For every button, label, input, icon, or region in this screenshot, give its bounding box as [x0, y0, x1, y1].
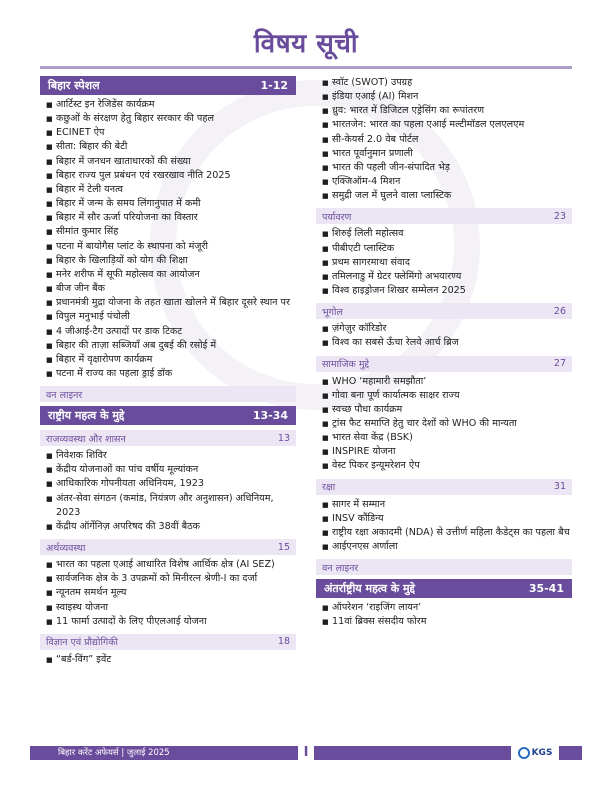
toc-item-text: भारत सेवा केंद्र (BSK) — [332, 432, 413, 444]
toc-item-text: पटना में बायोगैस प्लांट के स्थापना को मंजूरी — [56, 240, 208, 252]
toc-item-text: आईएनएस अर्णाला — [332, 541, 398, 553]
square-bullet-icon: ■ — [322, 618, 329, 627]
toc-item-text: ध्रुव: भारत में डिजिटल एड्रेसिंग का रूपांतरण — [332, 105, 485, 117]
toc-item-text: विपुल मनुभाई पंचोली — [56, 311, 130, 323]
logo-text: KGS — [531, 748, 553, 758]
toc-item[interactable] — [322, 615, 572, 629]
square-bullet-icon: ■ — [322, 325, 329, 334]
toc-item[interactable] — [46, 211, 296, 225]
toc-item-text: सागर में सम्मान — [332, 498, 386, 510]
toc-item[interactable] — [322, 90, 572, 104]
environment-list — [316, 227, 572, 298]
section-title: बिहार स्पेशल — [48, 79, 100, 92]
toc-item[interactable] — [46, 572, 296, 586]
toc-item-text: बिहार में जन्म के समय लिंगानुपात में कमी — [56, 198, 201, 210]
page-header — [0, 24, 612, 60]
square-bullet-icon: ■ — [322, 391, 329, 400]
toc-item-text: बिहार में सौर ऊर्जा परियोजना का विस्तार — [56, 212, 198, 224]
polity-list — [40, 449, 296, 534]
toc-item[interactable] — [322, 601, 572, 615]
toc-item[interactable] — [46, 653, 296, 667]
toc-item[interactable] — [46, 353, 296, 367]
toc-item[interactable] — [46, 225, 296, 239]
square-bullet-icon: ■ — [322, 500, 329, 509]
toc-item[interactable] — [322, 189, 572, 203]
toc-item-text: पीबीएटी प्लास्टिक — [332, 242, 395, 254]
subsection-title: राजव्यवस्था और शासन — [46, 433, 126, 445]
toc-item-text: कछुओं के संरक्षण हेतु बिहार सरकार की पहल — [56, 113, 214, 125]
toc-item[interactable] — [322, 498, 572, 512]
square-bullet-icon: ■ — [46, 655, 53, 664]
defence-list — [316, 498, 572, 555]
science-continued-list — [316, 76, 572, 203]
toc-item[interactable] — [46, 558, 296, 572]
square-bullet-icon: ■ — [322, 79, 329, 87]
square-bullet-icon: ■ — [46, 214, 53, 223]
toc-item[interactable] — [46, 296, 296, 310]
square-bullet-icon: ■ — [322, 448, 329, 457]
toc-item-text: न्यूनतम समर्थन मूल्य — [56, 587, 127, 599]
toc-item-text: ज़ंगेज़ुर कॉरिडोर — [332, 323, 387, 335]
toc-item[interactable] — [322, 76, 572, 90]
square-bullet-icon: ■ — [46, 522, 53, 531]
one-liner-label: वन लाइनर — [322, 562, 359, 574]
square-bullet-icon: ■ — [46, 270, 53, 279]
square-bullet-icon: ■ — [46, 115, 53, 124]
square-bullet-icon: ■ — [322, 514, 329, 523]
toc-item[interactable] — [46, 112, 296, 126]
international-list — [316, 601, 572, 629]
toc-item[interactable] — [46, 183, 296, 197]
square-bullet-icon: ■ — [322, 287, 329, 296]
square-bullet-icon: ■ — [46, 313, 53, 322]
square-bullet-icon: ■ — [46, 575, 53, 584]
toc-item[interactable] — [322, 526, 572, 540]
toc-item-text: सार्वजनिक क्षेत्र के 3 उपक्रमों को मिनीरत्न श्रेणी-I का दर्जा — [56, 573, 258, 585]
subsection-title: रक्षा — [322, 482, 336, 494]
subsection-page: 13 — [277, 432, 290, 444]
one-liner-bar[interactable] — [40, 386, 296, 402]
toc-item[interactable] — [322, 133, 572, 147]
subsection-title: सामाजिक मुद्दे — [322, 359, 370, 370]
square-bullet-icon: ■ — [46, 327, 53, 336]
square-bullet-icon: ■ — [322, 604, 329, 613]
square-bullet-icon: ■ — [322, 405, 329, 414]
toc-item[interactable] — [46, 449, 296, 463]
square-bullet-icon: ■ — [322, 178, 329, 187]
toc-item-text: स्वॉट (SWOT) उपग्रह — [332, 77, 413, 88]
toc-item-text: 4 जीआई-टैग उत्पादों पर डाक टिकट — [56, 325, 183, 337]
toc-item-text: स्वाइस्थ योजना — [56, 601, 108, 613]
social-list — [316, 375, 572, 474]
toc-item[interactable] — [46, 98, 296, 112]
toc-item-text: बीज जीन बैंक — [56, 283, 105, 295]
toc-item[interactable] — [46, 126, 296, 140]
subsection-economy-header[interactable] — [40, 539, 296, 555]
toc-item-text: सीता: बिहार की बेटी — [56, 141, 128, 153]
subsection-title: अर्थव्यवस्था — [46, 542, 86, 554]
toc-item-text: भारत की पहली जीन-संपादित भेड़ — [332, 161, 450, 173]
geography-list — [316, 322, 572, 350]
toc-item[interactable] — [322, 459, 572, 473]
toc-item-text: भारत का पहला एआई आधारित विशेष आर्थिक क्षेत्र (AI SEZ) — [56, 559, 275, 571]
toc-item-text: INSV कौंडिन्य — [332, 512, 384, 524]
subsection-page: 18 — [277, 636, 290, 648]
square-bullet-icon: ■ — [46, 242, 53, 251]
square-bullet-icon: ■ — [322, 93, 329, 102]
toc-item-text: गोवा बना पूर्ण कार्यात्मक साक्षर राज्य — [332, 389, 460, 401]
square-bullet-icon: ■ — [322, 121, 329, 130]
toc-item-text: भारत पूर्वानुमान प्रणाली — [332, 147, 413, 159]
square-bullet-icon: ■ — [46, 228, 53, 237]
page-footer — [0, 746, 612, 760]
section-range: 13-34 — [252, 409, 288, 423]
square-bullet-icon: ■ — [322, 163, 329, 172]
square-bullet-icon: ■ — [322, 192, 329, 201]
square-bullet-icon: ■ — [322, 462, 329, 471]
square-bullet-icon: ■ — [322, 149, 329, 158]
toc-item-text: राष्ट्रीय रक्षा अकादमी (NDA) से उत्तीर्ण महिला कैडेट्स का पहला बैच — [332, 526, 570, 538]
square-bullet-icon: ■ — [322, 419, 329, 428]
toc-item[interactable] — [322, 431, 572, 445]
square-bullet-icon: ■ — [46, 561, 53, 570]
square-bullet-icon: ■ — [46, 480, 53, 489]
one-liner-bar[interactable] — [316, 559, 572, 575]
toc-item[interactable] — [46, 310, 296, 324]
toc-item-text: WHO ‘महामारी समझौता’ — [332, 375, 427, 387]
square-bullet-icon: ■ — [322, 135, 329, 144]
toc-item-text: केंद्रीय ऑर्गेनिज़ अपरिषद की 38वीं बैठक — [56, 520, 201, 532]
subsection-polity-header[interactable] — [40, 430, 296, 446]
toc-item[interactable] — [46, 463, 296, 477]
subsection-social-header[interactable] — [316, 356, 572, 372]
toc-item[interactable] — [322, 227, 572, 241]
toc-item[interactable] — [46, 339, 296, 353]
section-international-header[interactable] — [316, 579, 572, 598]
toc-item[interactable] — [322, 389, 572, 403]
square-bullet-icon: ■ — [46, 355, 53, 364]
square-bullet-icon: ■ — [46, 129, 53, 138]
page-number: I — [298, 743, 314, 763]
toc-item-text: मनेर शरीफ में सूफी महोत्सव का आयोजन — [56, 268, 200, 280]
toc-item[interactable] — [322, 375, 572, 389]
toc-item[interactable] — [46, 282, 296, 296]
square-bullet-icon: ■ — [46, 466, 53, 475]
section-range: 1-12 — [260, 79, 288, 92]
square-bullet-icon: ■ — [322, 528, 329, 537]
toc-item[interactable] — [322, 147, 572, 161]
square-bullet-icon: ■ — [46, 185, 53, 194]
toc-item[interactable] — [322, 512, 572, 526]
square-bullet-icon: ■ — [46, 341, 53, 350]
toc-item[interactable] — [46, 601, 296, 615]
toc-item[interactable] — [322, 242, 572, 256]
title-divider — [40, 66, 572, 69]
square-bullet-icon: ■ — [322, 543, 329, 552]
subsection-page: 23 — [553, 210, 566, 222]
toc-item-text: आधिकारिक गोपनीयता अधिनियम, 1923 — [56, 478, 204, 490]
square-bullet-icon: ■ — [46, 617, 53, 626]
toc-item[interactable] — [322, 161, 572, 175]
subsection-page: 26 — [553, 305, 566, 317]
section-bihar-header[interactable] — [40, 76, 296, 95]
toc-left-column — [40, 76, 296, 667]
subsection-title: भूगोल — [322, 306, 343, 318]
toc-item-text: ECINET ऐप — [56, 127, 105, 139]
toc-item-text: बिहार में टेली यनत्व — [56, 183, 123, 195]
square-bullet-icon: ■ — [322, 272, 329, 281]
toc-item-text: अंतर-सेवा संगठन (कमांड, नियंत्रण और अनुशासन) अधिनियम, 2023 — [56, 492, 274, 518]
toc-item-text: ऑपरेशन ‘राइजिंग लायन’ — [332, 602, 422, 614]
toc-item-text: पटना में राज्य का पहला ड्राई डॉक — [56, 367, 173, 379]
toc-item-text: बिहार में जनधन खाताधारकों की संख्या — [56, 155, 191, 167]
toc-item[interactable] — [322, 403, 572, 417]
toc-item-text: शिरुई लिली महोत्सव — [332, 228, 404, 240]
square-bullet-icon: ■ — [46, 256, 53, 265]
toc-item-text: प्रथम सागरमाथा संवाद — [332, 256, 410, 268]
toc-item[interactable] — [46, 586, 296, 600]
toc-right-column — [316, 76, 572, 630]
toc-item-text: निवेशक शिविर — [56, 450, 107, 462]
square-bullet-icon: ■ — [46, 285, 53, 294]
subsection-page: 31 — [553, 481, 566, 493]
toc-item[interactable] — [46, 492, 296, 520]
section-title: राष्ट्रीय महत्व के मुद्दे — [48, 409, 125, 423]
square-bullet-icon: ■ — [322, 230, 329, 239]
toc-item[interactable] — [322, 104, 572, 118]
toc-item-text: केंद्रीय योजनाओं का पांच वर्षीय मूल्यांकन — [56, 464, 199, 476]
toc-item-text: INSPIRE योजना — [332, 446, 396, 458]
section-national-header[interactable] — [40, 406, 296, 425]
toc-item[interactable] — [46, 367, 296, 381]
toc-item[interactable] — [46, 155, 296, 169]
subsection-geography-header[interactable] — [316, 303, 572, 319]
toc-item[interactable] — [46, 325, 296, 339]
square-bullet-icon: ■ — [46, 200, 53, 209]
square-bullet-icon: ■ — [46, 299, 53, 308]
toc-item[interactable] — [46, 140, 296, 154]
page-title: विषय सूची — [253, 29, 359, 59]
toc-item[interactable] — [46, 254, 296, 268]
subsection-defence-header[interactable] — [316, 479, 572, 495]
toc-item-text: आर्टिस्ट इन रेजिडेंस कार्यक्रम — [56, 99, 155, 110]
toc-item-text: बिहार में वृक्षारोपण कार्यक्रम — [56, 353, 153, 365]
one-liner-label: वन लाइनर — [46, 389, 83, 401]
toc-item-text: 11 फार्मा उत्पादों के लिए पीएलआई योजना — [56, 615, 207, 627]
toc-item-text: तमिलनाडु में ग्रेटर फ्लेमिंगो अभयारण्य — [332, 270, 462, 282]
toc-item-text: बिहार राज्य पुल प्रबंधन एवं रखरखाव नीति 2025 — [56, 169, 231, 181]
toc-item[interactable] — [322, 270, 572, 284]
square-bullet-icon: ■ — [46, 143, 53, 152]
publisher-logo — [511, 744, 559, 762]
toc-item-text: भारतजेन: भारत का पहला एआई मल्टीमॉडल एलएलएम — [332, 119, 525, 131]
toc-item[interactable] — [46, 520, 296, 534]
square-bullet-icon: ■ — [46, 171, 53, 180]
section-title: अंतर्राष्ट्रीय महत्व के मुद्दे — [324, 582, 415, 596]
toc-item[interactable] — [322, 118, 572, 132]
toc-item-text: बिहार की ताज़ा सब्जियाँ अब दुबई की रसोई में — [56, 339, 217, 351]
toc-item-text: विश्व का सबसे ऊँचा रेलवे आर्च ब्रिज — [332, 337, 459, 349]
toc-item[interactable] — [322, 336, 572, 350]
subsection-title: विज्ञान एवं प्रौद्योगिकी — [46, 637, 119, 649]
toc-item[interactable] — [46, 169, 296, 183]
globe-icon — [518, 747, 530, 759]
square-bullet-icon: ■ — [46, 157, 53, 166]
toc-item-text: इंडिया एआई (AI) मिशन — [332, 91, 419, 103]
subsection-page: 27 — [553, 358, 566, 369]
square-bullet-icon: ■ — [322, 377, 329, 386]
section-range: 35-41 — [528, 582, 564, 596]
subsection-environment-header[interactable] — [316, 208, 572, 224]
toc-item[interactable] — [46, 197, 296, 211]
square-bullet-icon: ■ — [46, 589, 53, 598]
toc-item[interactable] — [322, 417, 572, 431]
toc-item[interactable] — [46, 477, 296, 491]
subsection-title: पर्यावरण — [322, 211, 352, 223]
toc-item-text: एक्जिऑम-4 मिशन — [332, 176, 401, 188]
square-bullet-icon: ■ — [322, 434, 329, 443]
subsection-page: 15 — [277, 541, 290, 553]
toc-item-text: विश्व हाइड्रोजन शिखर सम्मेलन 2025 — [332, 285, 466, 297]
square-bullet-icon: ■ — [322, 339, 329, 348]
toc-item-text: सी-केयर्स 2.0 वेब पोर्टल — [332, 133, 419, 145]
toc-item[interactable] — [46, 240, 296, 254]
toc-item[interactable] — [322, 175, 572, 189]
toc-item[interactable] — [322, 322, 572, 336]
square-bullet-icon: ■ — [46, 369, 53, 378]
square-bullet-icon: ■ — [46, 101, 53, 109]
toc-item-text: सीमांत कुमार सिंह — [56, 226, 119, 238]
toc-item-text: समुद्री जल में घुलने वाला प्लास्टिक — [332, 190, 452, 202]
square-bullet-icon: ■ — [322, 107, 329, 116]
toc-item-text: 11वां ब्रिक्स संसदीय फोरम — [332, 616, 427, 628]
square-bullet-icon: ■ — [46, 494, 53, 503]
square-bullet-icon: ■ — [322, 244, 329, 253]
square-bullet-icon: ■ — [322, 258, 329, 267]
science-list — [40, 653, 296, 667]
toc-item-text: बिहार के खिलाड़ियों को योग की शिक्षा — [56, 254, 188, 266]
toc-item[interactable] — [322, 284, 572, 298]
square-bullet-icon: ■ — [46, 603, 53, 612]
square-bullet-icon: ■ — [46, 452, 53, 461]
toc-item-text: वेस्ट पिकर इन्यूमरेशन ऐप — [332, 460, 420, 472]
bihar-list — [40, 98, 296, 381]
toc-item-text: “बर्ड-विंग” इवेंट — [56, 653, 112, 665]
subsection-science-header[interactable] — [40, 634, 296, 650]
toc-item-text: स्वच्छ पौधा कार्यक्रम — [332, 403, 403, 415]
toc-item[interactable] — [46, 615, 296, 629]
toc-item[interactable] — [322, 256, 572, 270]
toc-item[interactable] — [46, 268, 296, 282]
toc-item-text: ट्रांस फैट समाप्ति हेतु चार देशों को WHO की मान्यता — [332, 417, 517, 429]
footer-publication: बिहार करेंट अफेयर्स | जुलाई 2025 — [58, 748, 170, 758]
toc-item[interactable] — [322, 540, 572, 554]
toc-item-text: प्रधानमंत्री मुद्रा योजना के तहत खाता खोलने में बिहार दूसरे स्थान पर — [56, 297, 290, 309]
toc-item[interactable] — [322, 445, 572, 459]
economy-list — [40, 558, 296, 629]
